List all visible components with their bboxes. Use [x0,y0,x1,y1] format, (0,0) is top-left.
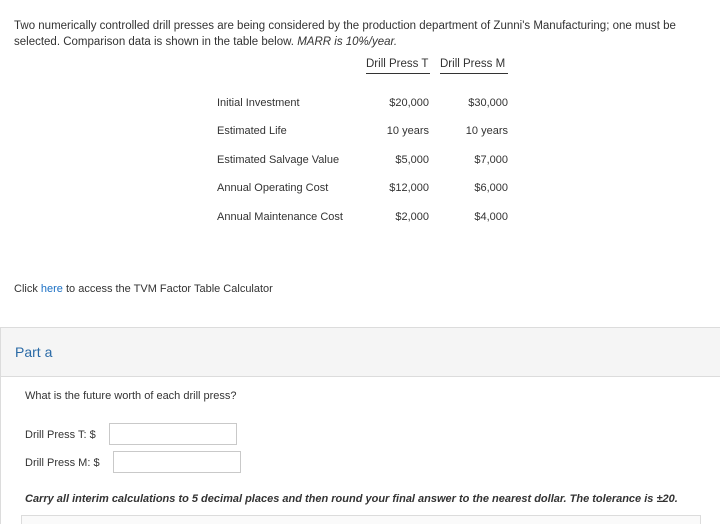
calculator-link-suffix: to access the TVM Factor Table Calculator [62,283,273,295]
cell-t-operating-cost: $12,000 [389,182,429,194]
cell-m-operating-cost: $6,000 [474,182,508,194]
cell-m-initial-investment: $30,000 [468,97,508,109]
cell-m-salvage-value: $7,000 [474,154,508,166]
row-label-salvage-value: Estimated Salvage Value [217,154,340,166]
rounding-note: Carry all interim calculations to 5 decimal places and then round your final answer to the nearest dollar. The tolerance is ±20. [25,493,678,505]
question-text: What is the future worth of each drill press? [25,390,237,402]
part-a-header [1,328,720,377]
cell-t-maintenance-cost: $2,000 [395,211,429,223]
calculator-link-line [14,283,273,295]
drill-press-m-input[interactable] [113,451,241,473]
cell-t-salvage-value: $5,000 [395,154,429,166]
column-header-drill-press-t: Drill Press T [366,58,429,70]
calculator-link-prefix: Click [14,283,41,295]
part-a-panel [0,327,720,524]
problem-statement [14,18,714,50]
cell-t-initial-investment: $20,000 [389,97,429,109]
marr-text: MARR is 10%/year. [297,36,398,48]
row-label-maintenance-cost: Annual Maintenance Cost [217,211,343,223]
row-label-initial-investment: Initial Investment [217,97,300,109]
calculator-link[interactable]: here [40,283,63,295]
column-header-drill-press-m: Drill Press M [440,58,506,70]
header-underline-t [366,73,430,74]
drill-press-t-input[interactable] [109,423,237,445]
drill-press-t-label: Drill Press T: $ [25,429,96,441]
part-a-body [1,377,720,524]
header-underline-m [440,73,508,74]
cell-t-estimated-life: 10 years [386,125,429,137]
cell-m-estimated-life: 10 years [465,125,508,137]
cell-m-maintenance-cost: $4,000 [474,211,508,223]
row-label-operating-cost: Annual Operating Cost [217,182,329,194]
problem-text: Two numerically controlled drill presses are being considered by the production department of Zunni's Manufacturing; one must be selected. Comparison data is shown in the table below. [14,20,676,48]
drill-press-m-label: Drill Press M: $ [25,457,100,469]
part-a-title: Part a [15,344,53,360]
row-label-estimated-life: Estimated Life [217,125,287,137]
